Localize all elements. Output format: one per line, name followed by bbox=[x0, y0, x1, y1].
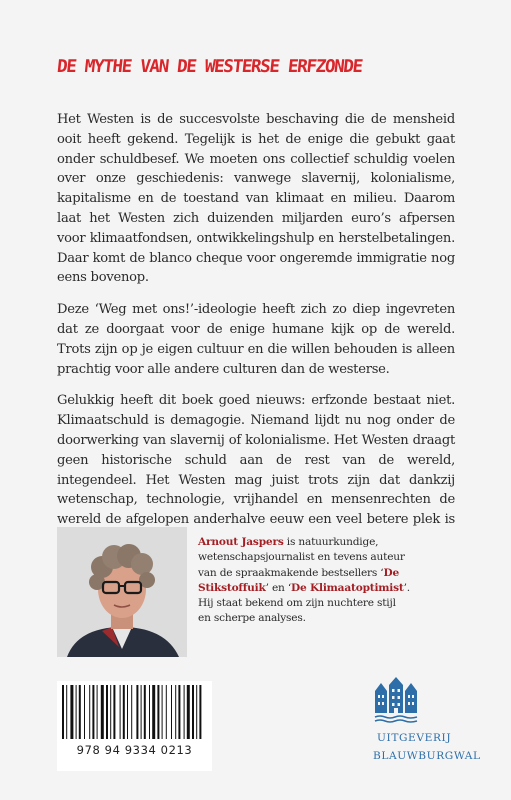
bio-book-1: De Stikstoffuik bbox=[198, 566, 399, 594]
isbn-number: 978 94 9334 0213 bbox=[76, 743, 193, 757]
author-portrait-icon bbox=[57, 527, 187, 657]
cover-title: DE MYTHE VAN DE WESTERSE ERFZONDE bbox=[55, 57, 363, 77]
barcode bbox=[57, 681, 212, 771]
author-bio bbox=[198, 535, 410, 627]
bio-book-2: De Klimaatoptimist bbox=[291, 581, 404, 594]
blurb-paragraph-3: Gelukkig heeft dit boek goed nieuws: erfzonde bestaat niet. Klimaatschuld is demagogie. Niemand lijdt nu nog onder de doorwerking van slavernij of kolonialisme. Het Westen draagt geen historische schuld aan de rest van de wereld, integendeel. Het Westen mag juist trots zijn dat dankzij wetenschap, technologie, vrijhandel en mensenrechten de wereld de afgelopen anderhalve eeuw een veel betere plek is bbox=[57, 393, 455, 528]
publisher-line-2: BLAUWBURGWAL bbox=[373, 750, 481, 762]
author-photo bbox=[57, 527, 187, 657]
bio-text-1: is natuurkundige, wetenschapsjournalist en tevens auteur van de spraakmakende bestsellers ‘ bbox=[198, 536, 405, 579]
blurb bbox=[57, 110, 455, 562]
publisher-name bbox=[373, 729, 511, 765]
publisher-logo bbox=[373, 673, 419, 729]
blurb-paragraph-2: Deze ‘Weg met ons!’-ideologie heeft zich zo diep ingevreten dat ze doorgaat voor de enige humane kijk op de wereld. Trots zijn op je eigen cultuur en die willen behouden is alleen prachtig voor alle andere culturen dan de westerse. bbox=[57, 302, 455, 377]
publisher-line-1: UITGEVERIJ bbox=[377, 732, 452, 744]
bio-text-2: ’ en ‘ bbox=[265, 581, 291, 594]
blurb-paragraph-1: Het Westen is de succesvolste beschaving die de mensheid ooit heeft gekend. Tegelijk is het de enige die gebukt gaat onder schuldbesef. We moeten ons collectief schuldig voelen over onze geschiedenis: vanwege slavernij, kolonialisme, kapitalisme en de toestand van klimaat en milieu. Daarom laat het Westen zich duizenden miljarden euro’s afpersen voor klimaatfondsen, ontwikkelingshulp en herstelbetalingen. Daar komt de blanco cheque voor ongeremde immigratie nog eens bovenop. bbox=[57, 112, 455, 286]
author-name: Arnout Jaspers bbox=[198, 536, 284, 548]
bio-text-3: ’. Hij staat bekend om zijn nuchtere stijl en scherpe analyses. bbox=[198, 581, 410, 625]
barcode-bars bbox=[57, 681, 212, 741]
canal-houses-logo-icon bbox=[373, 673, 419, 725]
